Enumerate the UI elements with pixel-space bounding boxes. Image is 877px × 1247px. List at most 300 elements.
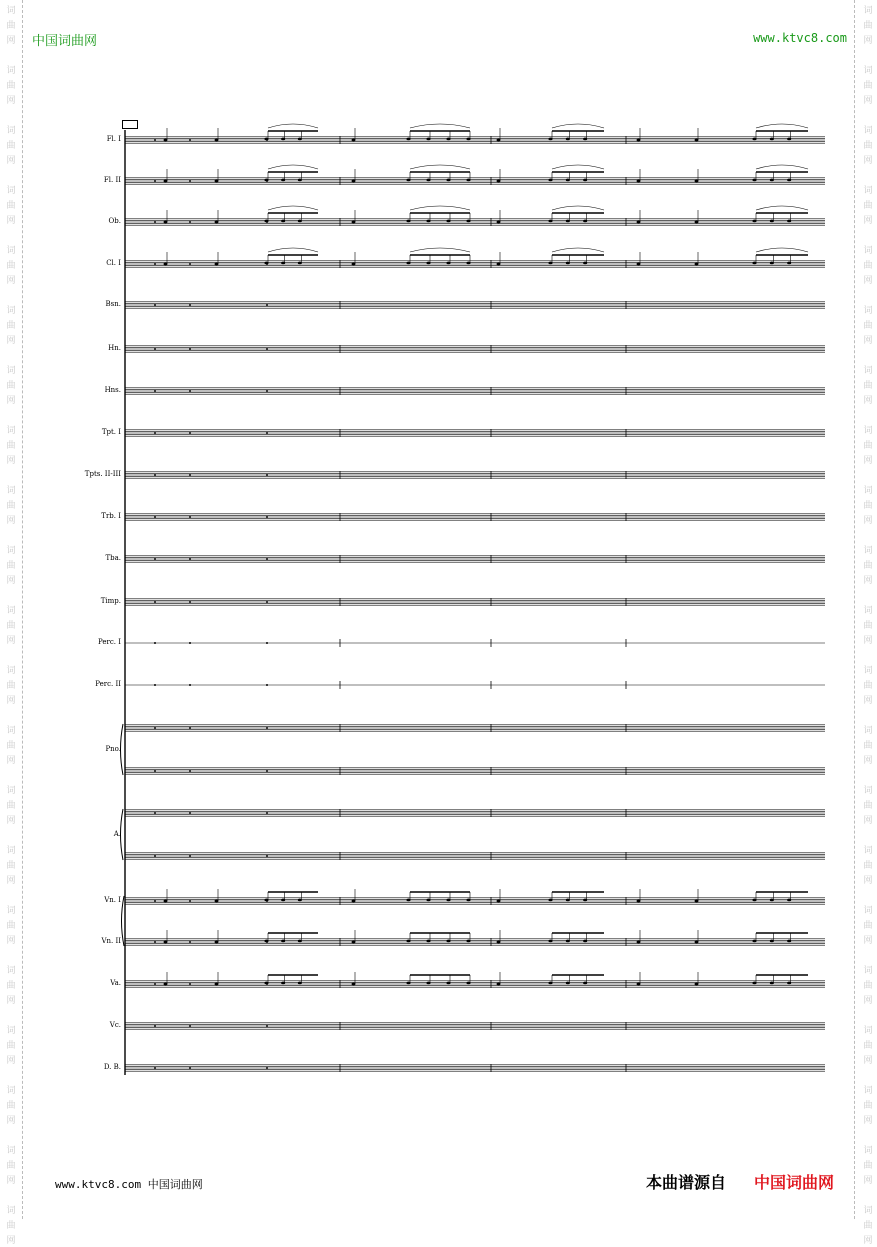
rest-dot xyxy=(154,684,156,686)
header-site-name[interactable]: 中国词曲网 xyxy=(32,34,98,49)
slur xyxy=(410,165,470,169)
notehead xyxy=(637,139,641,142)
watermark-char: 词 xyxy=(863,6,873,16)
notehead xyxy=(265,982,269,985)
watermark-char: 词 xyxy=(6,666,16,676)
watermark-char: 词 xyxy=(6,1206,16,1216)
rest-dot xyxy=(189,601,191,603)
watermark-char: 词 xyxy=(863,666,873,676)
notehead xyxy=(298,179,302,182)
watermark-char: 网 xyxy=(6,456,16,466)
watermark-char: 曲 xyxy=(6,141,16,151)
watermark-char: 网 xyxy=(6,636,16,646)
notehead xyxy=(427,220,431,223)
notehead xyxy=(549,220,553,223)
notehead xyxy=(583,899,587,902)
notehead xyxy=(787,220,791,223)
notehead xyxy=(352,139,356,142)
notehead xyxy=(215,221,219,224)
rest-dot xyxy=(189,941,191,943)
notehead xyxy=(352,221,356,224)
rest-dot xyxy=(154,770,156,772)
watermark-char: 网 xyxy=(863,276,873,286)
rest-dot xyxy=(189,642,191,644)
watermark-char: 网 xyxy=(6,936,16,946)
notehead xyxy=(583,138,587,141)
rest-dot xyxy=(189,180,191,182)
notehead xyxy=(753,982,757,985)
watermark-char: 词 xyxy=(6,786,16,796)
watermark-char: 网 xyxy=(863,36,873,46)
instrument-label-timp: Timp. xyxy=(100,597,121,605)
rest-dot xyxy=(154,180,156,182)
watermark-char: 曲 xyxy=(6,741,16,751)
notehead xyxy=(427,982,431,985)
notehead xyxy=(497,221,501,224)
instrument-label-fl1: Fl. I xyxy=(106,135,121,143)
watermark-char: 词 xyxy=(863,966,873,976)
rest-dot xyxy=(266,855,268,857)
notehead xyxy=(298,982,302,985)
notehead xyxy=(352,263,356,266)
instrument-label-bsn: Bsn. xyxy=(105,300,121,308)
watermark-char: 词 xyxy=(863,606,873,616)
watermark-char: 网 xyxy=(863,156,873,166)
notehead xyxy=(298,940,302,943)
watermark-char: 曲 xyxy=(863,501,873,511)
watermark-char: 网 xyxy=(863,516,873,526)
notehead xyxy=(215,139,219,142)
watermark-char: 词 xyxy=(863,786,873,796)
watermark-char: 曲 xyxy=(6,621,16,631)
rest-dot xyxy=(154,1025,156,1027)
notehead xyxy=(566,179,570,182)
rest-dot xyxy=(189,1067,191,1069)
notehead xyxy=(566,982,570,985)
instrument-label-vn1: Vn. I xyxy=(104,896,121,904)
watermark-char: 曲 xyxy=(863,621,873,631)
watermark-char: 词 xyxy=(6,366,16,376)
notehead xyxy=(583,982,587,985)
rest-dot xyxy=(189,516,191,518)
notehead xyxy=(497,263,501,266)
watermark-char: 词 xyxy=(6,846,16,856)
watermark-char: 曲 xyxy=(863,441,873,451)
watermark-char: 词 xyxy=(6,906,16,916)
watermark-char: 网 xyxy=(6,996,16,1006)
notehead xyxy=(770,982,774,985)
notehead xyxy=(566,220,570,223)
watermark-char: 网 xyxy=(863,876,873,886)
watermark-char: 曲 xyxy=(6,441,16,451)
watermark-char: 词 xyxy=(863,1206,873,1216)
instrument-label-cl1: Cl. I xyxy=(106,259,121,267)
notehead xyxy=(787,262,791,265)
watermark-char: 网 xyxy=(6,396,16,406)
rest-dot xyxy=(154,390,156,392)
notehead xyxy=(787,899,791,902)
watermark-char: 曲 xyxy=(6,861,16,871)
slur xyxy=(756,206,808,210)
watermark-char: 词 xyxy=(6,426,16,436)
rest-dot xyxy=(154,941,156,943)
notehead xyxy=(281,138,285,141)
notehead xyxy=(583,220,587,223)
watermark-char: 词 xyxy=(863,906,873,916)
watermark-char: 词 xyxy=(863,546,873,556)
watermark-char: 词 xyxy=(6,606,16,616)
instrument-label-db: D. B. xyxy=(103,1063,121,1071)
slur xyxy=(552,165,604,169)
watermark-char: 曲 xyxy=(863,1041,873,1051)
rest-dot xyxy=(154,348,156,350)
header-site-url[interactable]: www.ktvc8.com xyxy=(753,31,847,45)
notehead xyxy=(770,940,774,943)
notehead xyxy=(566,138,570,141)
watermark-char: 网 xyxy=(863,216,873,226)
notehead xyxy=(497,139,501,142)
slur xyxy=(756,165,808,169)
watermark-char: 曲 xyxy=(6,1161,16,1171)
notehead xyxy=(407,940,411,943)
watermark-char: 词 xyxy=(6,546,16,556)
watermark-char: 曲 xyxy=(6,681,16,691)
notehead xyxy=(753,262,757,265)
notehead xyxy=(695,139,699,142)
rest-dot xyxy=(266,727,268,729)
footer-site-info[interactable]: www.ktvc8.com 中国词曲网 xyxy=(55,1178,203,1191)
slur xyxy=(552,124,604,128)
watermark-char: 网 xyxy=(6,816,16,826)
watermark-char: 曲 xyxy=(863,1101,873,1111)
watermark-char: 词 xyxy=(863,726,873,736)
watermark-char: 词 xyxy=(6,246,16,256)
rest-dot xyxy=(189,558,191,560)
rest-dot xyxy=(189,348,191,350)
watermark-char: 曲 xyxy=(863,81,873,91)
watermark-char: 曲 xyxy=(6,501,16,511)
instrument-label-perc2: Perc. II xyxy=(95,680,121,688)
watermark-char: 词 xyxy=(6,1146,16,1156)
notehead xyxy=(447,262,451,265)
watermark-char: 词 xyxy=(6,1026,16,1036)
watermark-char: 词 xyxy=(863,306,873,316)
watermark-char: 词 xyxy=(863,366,873,376)
notehead xyxy=(447,899,451,902)
notehead xyxy=(497,180,501,183)
watermark-char: 曲 xyxy=(6,81,16,91)
instrument-label-perc1: Perc. I xyxy=(97,638,121,646)
notehead xyxy=(265,138,269,141)
watermark-char: 网 xyxy=(863,816,873,826)
watermark-char: 词 xyxy=(863,186,873,196)
notehead xyxy=(753,138,757,141)
rest-dot xyxy=(154,983,156,985)
notehead xyxy=(281,899,285,902)
watermark-char: 曲 xyxy=(863,1161,873,1171)
notehead xyxy=(753,899,757,902)
rest-dot xyxy=(189,770,191,772)
rest-dot xyxy=(266,304,268,306)
rest-dot xyxy=(266,390,268,392)
watermark-char: 词 xyxy=(863,1086,873,1096)
notehead xyxy=(787,179,791,182)
notehead xyxy=(407,982,411,985)
instrument-label-a: A. xyxy=(113,829,121,838)
watermark-char: 曲 xyxy=(863,261,873,271)
watermark-char: 词 xyxy=(6,726,16,736)
notehead xyxy=(265,262,269,265)
rest-dot xyxy=(266,1025,268,1027)
notehead xyxy=(427,179,431,182)
rest-dot xyxy=(154,855,156,857)
notehead xyxy=(427,899,431,902)
slur xyxy=(756,124,808,128)
notehead xyxy=(281,982,285,985)
notehead xyxy=(265,940,269,943)
instrument-label-va: Va. xyxy=(110,979,121,987)
rest-dot xyxy=(189,263,191,265)
notehead xyxy=(467,982,471,985)
notehead xyxy=(281,220,285,223)
watermark-char: 网 xyxy=(6,216,16,226)
watermark-char: 网 xyxy=(6,696,16,706)
watermark-char: 网 xyxy=(863,1116,873,1126)
watermark-char: 网 xyxy=(6,276,16,286)
watermark-char: 网 xyxy=(863,576,873,586)
notehead xyxy=(447,138,451,141)
watermark-char: 曲 xyxy=(863,681,873,691)
notehead xyxy=(164,900,168,903)
instrument-label-ob: Ob. xyxy=(108,217,121,225)
notehead xyxy=(770,179,774,182)
watermark-char: 网 xyxy=(6,96,16,106)
rest-dot xyxy=(154,432,156,434)
notehead xyxy=(407,262,411,265)
rest-dot xyxy=(189,432,191,434)
notehead xyxy=(215,180,219,183)
watermark-char: 词 xyxy=(6,186,16,196)
instrument-label-tba: Tba. xyxy=(105,554,121,562)
watermark-char: 网 xyxy=(863,756,873,766)
slur xyxy=(268,248,318,252)
rest-dot xyxy=(266,601,268,603)
footer-source-site[interactable]: 中国词曲网 xyxy=(754,1173,835,1192)
rest-dot xyxy=(154,221,156,223)
rest-dot xyxy=(154,601,156,603)
watermark-char: 网 xyxy=(6,1056,16,1066)
notehead xyxy=(549,179,553,182)
slur xyxy=(268,165,318,169)
notehead xyxy=(164,983,168,986)
notehead xyxy=(497,900,501,903)
watermark-char: 网 xyxy=(6,1116,16,1126)
watermark-char: 网 xyxy=(6,336,16,346)
watermark-char: 曲 xyxy=(863,1221,873,1231)
slur xyxy=(410,206,470,210)
watermark-char: 曲 xyxy=(6,561,16,571)
watermark-char: 曲 xyxy=(6,1101,16,1111)
watermark-char: 网 xyxy=(863,636,873,646)
watermark-char: 曲 xyxy=(6,381,16,391)
notehead xyxy=(753,220,757,223)
rest-dot xyxy=(189,812,191,814)
watermark-char: 曲 xyxy=(863,381,873,391)
watermark-char: 曲 xyxy=(6,921,16,931)
watermark-char: 网 xyxy=(6,36,16,46)
notehead xyxy=(298,220,302,223)
notehead xyxy=(427,940,431,943)
rest-dot xyxy=(266,432,268,434)
instrument-label-hns: Hns. xyxy=(104,386,121,394)
watermark-char: 曲 xyxy=(863,861,873,871)
notehead xyxy=(637,263,641,266)
notehead xyxy=(770,899,774,902)
notehead xyxy=(298,899,302,902)
notehead xyxy=(407,899,411,902)
notehead xyxy=(787,940,791,943)
notehead xyxy=(753,940,757,943)
notehead xyxy=(549,940,553,943)
notehead xyxy=(215,983,219,986)
notehead xyxy=(637,900,641,903)
rest-dot xyxy=(266,558,268,560)
notehead xyxy=(265,179,269,182)
watermark-char: 网 xyxy=(6,1176,16,1186)
watermark-char: 词 xyxy=(6,1086,16,1096)
rest-dot xyxy=(154,558,156,560)
watermark-char: 网 xyxy=(6,876,16,886)
slur xyxy=(552,206,604,210)
rest-dot xyxy=(266,348,268,350)
watermark-char: 曲 xyxy=(6,981,16,991)
rest-dot xyxy=(266,684,268,686)
rest-dot xyxy=(189,727,191,729)
watermark-char: 词 xyxy=(863,1146,873,1156)
notehead xyxy=(164,263,168,266)
notehead xyxy=(215,941,219,944)
brace xyxy=(122,896,125,946)
notehead xyxy=(695,221,699,224)
notehead xyxy=(549,982,553,985)
rest-dot xyxy=(154,812,156,814)
notehead xyxy=(164,221,168,224)
watermark-char: 词 xyxy=(6,126,16,136)
watermark-char: 曲 xyxy=(863,921,873,931)
slur xyxy=(410,124,470,128)
notehead xyxy=(497,983,501,986)
rest-dot xyxy=(266,1067,268,1069)
watermark-char: 网 xyxy=(6,156,16,166)
notehead xyxy=(281,262,285,265)
rest-dot xyxy=(189,1025,191,1027)
notehead xyxy=(695,180,699,183)
notehead xyxy=(265,220,269,223)
instrument-label-hn: Hn. xyxy=(108,344,121,352)
notehead xyxy=(467,179,471,182)
watermark-char: 网 xyxy=(863,336,873,346)
instrument-label-tpts: Tpts. II-III xyxy=(84,470,121,478)
watermark-char: 曲 xyxy=(6,21,16,31)
notehead xyxy=(427,262,431,265)
watermark-char: 曲 xyxy=(6,801,16,811)
rest-dot xyxy=(266,642,268,644)
notehead xyxy=(427,138,431,141)
instrument-label-vn2: Vn. II xyxy=(101,937,121,945)
watermark-char: 曲 xyxy=(6,1221,16,1231)
watermark-char: 曲 xyxy=(863,141,873,151)
rest-dot xyxy=(266,770,268,772)
notehead xyxy=(447,179,451,182)
rest-dot xyxy=(266,516,268,518)
notehead xyxy=(164,139,168,142)
notehead xyxy=(637,983,641,986)
notehead xyxy=(352,983,356,986)
rest-dot xyxy=(189,855,191,857)
instrument-label-vc: Vc. xyxy=(109,1021,121,1029)
rest-dot xyxy=(154,516,156,518)
rest-dot xyxy=(189,983,191,985)
watermark-char: 词 xyxy=(863,66,873,76)
instrument-label-pno: Pno. xyxy=(105,744,121,753)
watermark-char: 网 xyxy=(863,456,873,466)
notehead xyxy=(281,179,285,182)
watermark-char: 词 xyxy=(863,126,873,136)
notehead xyxy=(549,138,553,141)
rest-dot xyxy=(154,1067,156,1069)
watermark-char: 网 xyxy=(863,1236,873,1246)
watermark-char: 网 xyxy=(863,1056,873,1066)
rest-dot xyxy=(154,727,156,729)
notehead xyxy=(566,262,570,265)
watermark-char: 曲 xyxy=(863,21,873,31)
notehead xyxy=(298,138,302,141)
notehead xyxy=(447,940,451,943)
notehead xyxy=(447,982,451,985)
rest-dot xyxy=(154,263,156,265)
slur xyxy=(268,206,318,210)
rest-dot xyxy=(189,390,191,392)
notehead xyxy=(695,263,699,266)
rest-dot xyxy=(154,642,156,644)
footer-source-label: 本曲谱源自 xyxy=(646,1173,727,1192)
rest-dot xyxy=(154,139,156,141)
watermark-char: 网 xyxy=(863,996,873,1006)
notehead xyxy=(298,262,302,265)
watermark-char: 网 xyxy=(6,756,16,766)
watermark-char: 网 xyxy=(863,936,873,946)
notehead xyxy=(467,899,471,902)
notehead xyxy=(566,899,570,902)
watermark-char: 网 xyxy=(863,396,873,406)
notehead xyxy=(695,900,699,903)
notehead xyxy=(164,180,168,183)
slur xyxy=(552,248,604,252)
watermark-char: 词 xyxy=(863,846,873,856)
instrument-label-fl2: Fl. II xyxy=(103,176,121,184)
watermark-char: 曲 xyxy=(6,261,16,271)
notehead xyxy=(281,940,285,943)
notehead xyxy=(583,179,587,182)
watermark-char: 词 xyxy=(863,486,873,496)
watermark-char: 曲 xyxy=(863,561,873,571)
watermark-char: 曲 xyxy=(6,321,16,331)
notehead xyxy=(467,138,471,141)
watermark-char: 词 xyxy=(863,426,873,436)
notehead xyxy=(549,262,553,265)
notehead xyxy=(352,180,356,183)
notehead xyxy=(637,941,641,944)
